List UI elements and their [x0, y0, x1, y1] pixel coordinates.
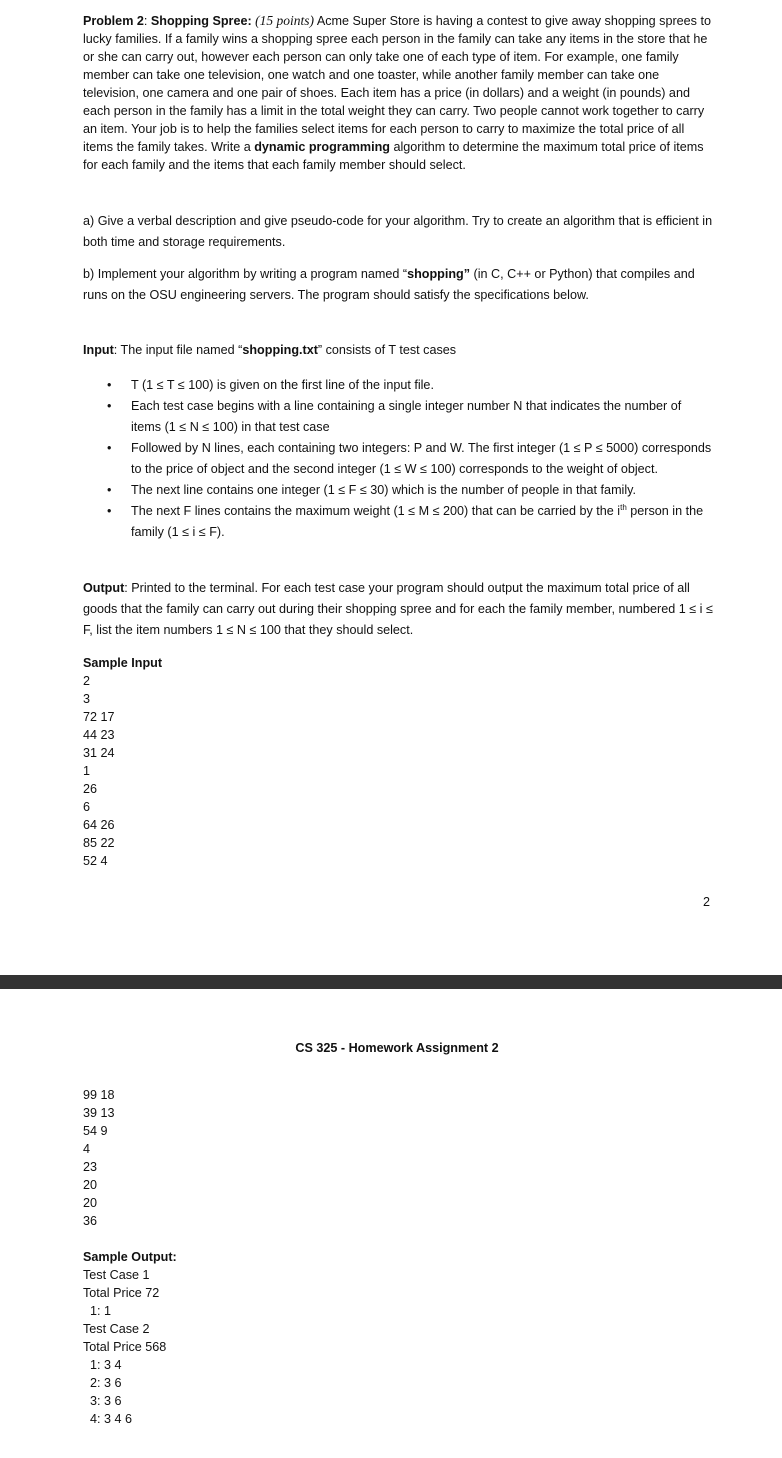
list-item: Test Case 1 — [83, 1268, 150, 1282]
part-a: a) Give a verbal description and give pseudo-code for your algorithm. Try to create an algorithm that is efficient in both time and storage requirements. — [83, 214, 713, 249]
program-name: shopping” — [407, 267, 471, 281]
input-heading: Input: The input file named “shopping.txt” consists of T test cases — [83, 343, 457, 357]
list-item: Test Case 2 — [83, 1322, 150, 1336]
sample-input-page1 — [83, 654, 713, 870]
sample-input-page2 — [83, 1086, 713, 1230]
list-item: 4 — [83, 1142, 91, 1156]
page-header: CS 325 - Homework Assignment 2 — [295, 1041, 499, 1055]
sample-input-label: Sample Input — [83, 656, 163, 670]
problem-statement — [83, 12, 713, 174]
sample-output — [83, 1248, 713, 1428]
list-item: • The next F lines contains the maximum weight (1 ≤ M ≤ 200) that can be carried by the $i^{th}$ person in the family (1 ≤ i ≤ F). — [107, 502, 704, 539]
list-item: 39 13 — [83, 1106, 115, 1120]
problem-points: (15 points) — [255, 13, 315, 28]
list-item: • Each test case begins with a line containing a single integer number N that indicates the number of items (1 ≤ N ≤ 100) in that test case — [107, 399, 682, 434]
list-item: 20 — [83, 1196, 98, 1210]
list-item: 52 4 — [83, 854, 108, 868]
list-item: 99 18 — [83, 1088, 115, 1102]
list-item: 1 — [83, 764, 91, 778]
list-item: 4: 3 4 6 — [90, 1412, 133, 1426]
page-2 — [0, 989, 782, 1458]
output-spec: Output: Printed to the terminal. For each test case your program should output the maximum total price of all goods that the family can carry out during their shopping spree and for each the family member, numbered 1 ≤ i ≤ F, list the item numbers 1 ≤ N ≤ 100 that they should select. — [83, 581, 713, 637]
list-item: Total Price 72 — [83, 1286, 160, 1300]
list-item: 64 26 — [83, 818, 115, 832]
part-b: b) Implement your algorithm by writing a program named “shopping” (in C, C++ or Python) that compiles and runs on the OSU engineering servers. The program should satisfy the specifications below. — [83, 267, 695, 302]
list-item: 85 22 — [83, 836, 115, 850]
list-item: 20 — [83, 1178, 98, 1192]
dynamic-programming-term: dynamic programming — [254, 140, 390, 154]
list-item: 2 — [83, 674, 91, 688]
list-item: 23 — [83, 1160, 98, 1174]
page-number: 2 — [703, 895, 711, 909]
list-item: 44 23 — [83, 728, 115, 742]
problem-title: Problem 2 — [83, 14, 144, 28]
list-item: Total Price 568 — [83, 1340, 167, 1354]
input-spec-list — [83, 375, 713, 543]
page-divider — [0, 975, 782, 989]
list-item: 1: 1 — [90, 1304, 112, 1318]
problem-name: Shopping Spree: — [150, 14, 252, 28]
list-item: • The next line contains one integer (1 ≤ F ≤ 30) which is the number of people in that family. — [107, 483, 637, 497]
list-item: 54 9 — [83, 1124, 108, 1138]
list-item: 36 — [83, 1214, 98, 1228]
list-item: 3 — [83, 692, 91, 706]
problem-paragraph: Problem 2: Shopping Spree: (15 points) Acme Super Store is having a contest to give away shopping sprees to lucky families. If a family wins a shopping spree each person in the family can take any items in the store that he or she can carry out, however each person can only take one of each type of item. For example, one family member can take one television, one watch and one toaster, while another family member can take one television, one camera and one pair of shoes. Each item has a price (in dollars) and a weight (in pounds) and each person in the family has a limit in the total weight they can carry. Two people cannot work together to carry an item. Your job is to help the families select items for each person to carry to maximize the total price of all items the family takes. Write a dynamic programming algorithm to determine the maximum total price of items for each family and the items that each family member should select. — [83, 13, 711, 172]
list-item: 3: 3 6 — [90, 1394, 122, 1408]
list-item: • T (1 ≤ T ≤ 100) is given on the first line of the input file. — [107, 378, 434, 392]
list-item: 2: 3 6 — [90, 1376, 122, 1390]
list-item: 31 24 — [83, 746, 115, 760]
list-item: 6 — [83, 800, 91, 814]
list-item: 26 — [83, 782, 98, 796]
input-filename: shopping.txt — [242, 343, 318, 357]
list-item: • Followed by N lines, each containing two integers: P and W. The first integer (1 ≤ P ≤ 5000) corresponds to the price of object and the second integer (1 ≤ W ≤ 100) corresponds to the weight of object. — [107, 441, 712, 476]
list-item: 72 17 — [83, 710, 115, 724]
list-item: 1: 3 4 — [90, 1358, 122, 1372]
sample-output-label: Sample Output: — [83, 1250, 177, 1264]
